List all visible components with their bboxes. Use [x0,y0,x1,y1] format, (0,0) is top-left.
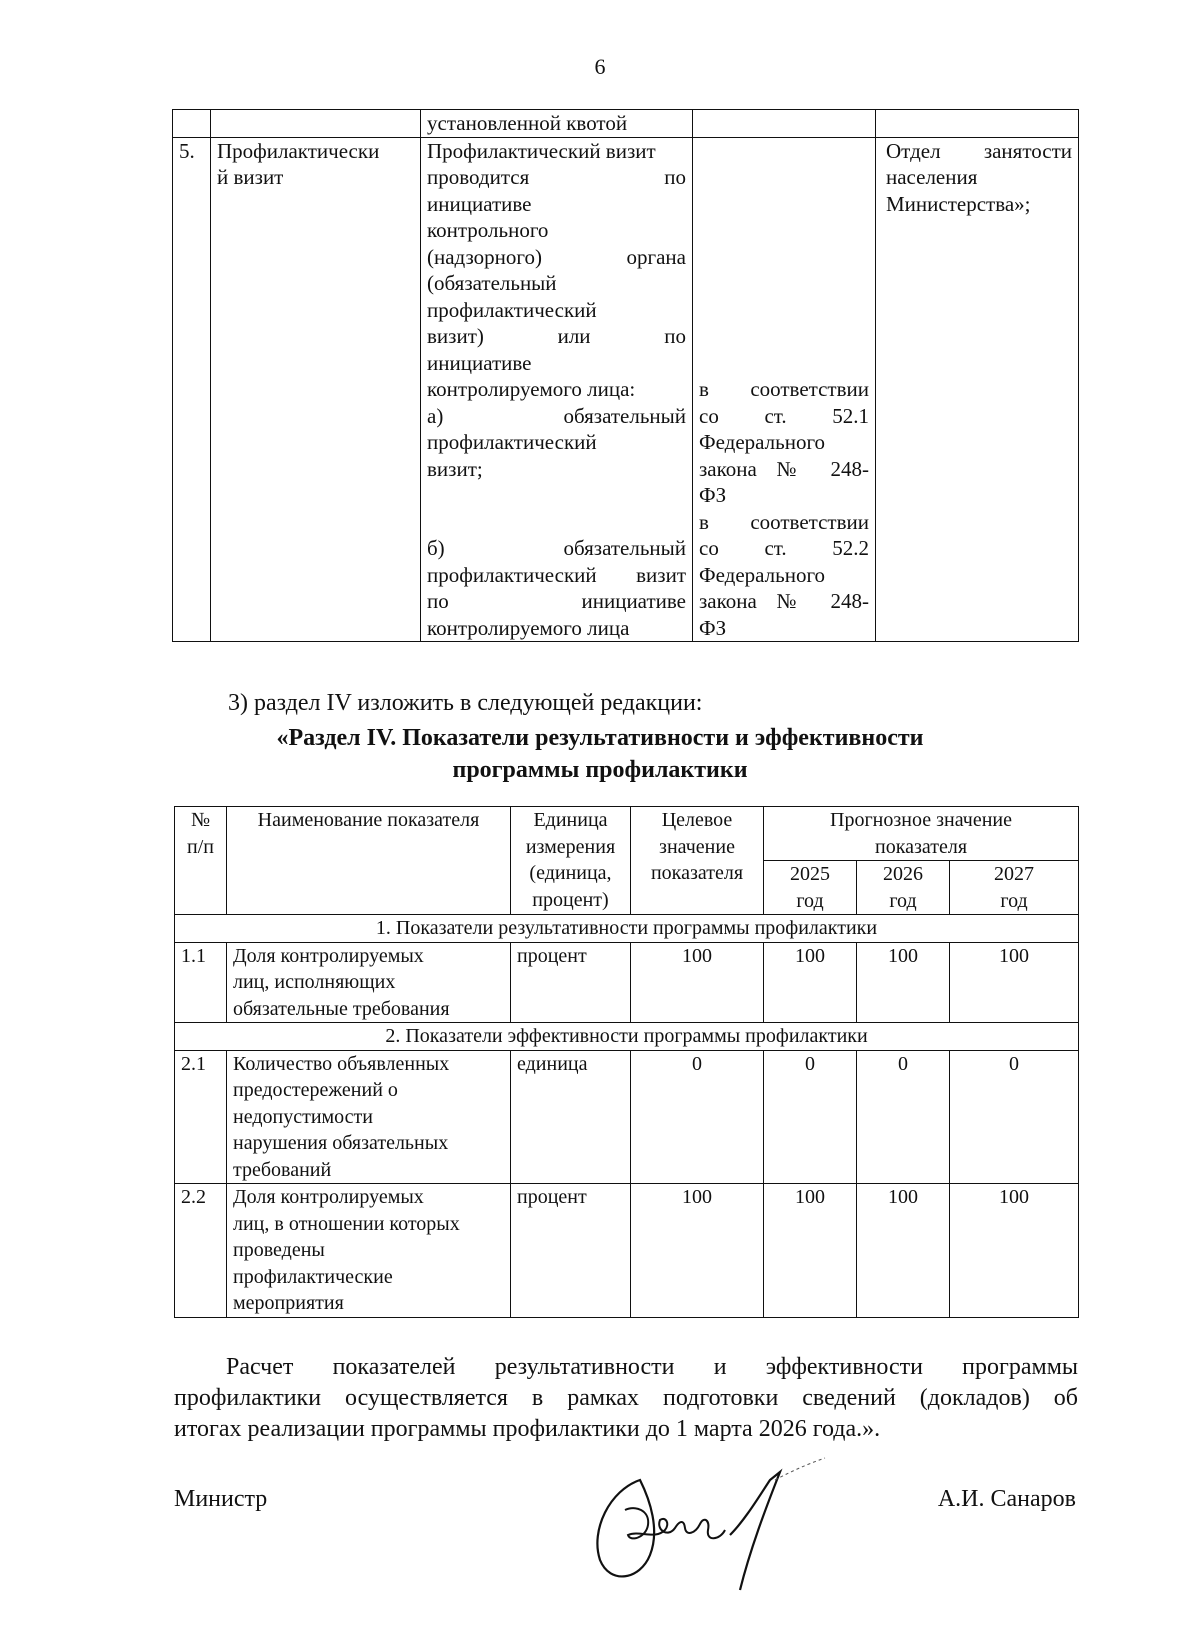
year-2026-cell: 100 [857,942,950,1023]
header-num: № п/п [175,807,227,915]
section-intro: 3) раздел IV изложить в следующей редакции: [228,690,703,716]
group-title: 2. Показатели эффективности программы профилактики [175,1023,1079,1051]
row-number: 1.1 [175,942,227,1023]
measures-table [172,109,1079,642]
year-2027-cell: 0 [950,1050,1079,1184]
row-number: 5. [173,137,211,642]
unit-cell: процент [511,1184,631,1318]
header-year: 2025 год [764,861,857,915]
unit-cell: процент [511,942,631,1023]
table-header-row [175,807,1079,861]
table-row [175,942,1079,1023]
year-2026-cell: 100 [857,1184,950,1318]
responsible-unit: Отдел занятости населения Министерства»; [876,137,1079,642]
measure-name: Профилактически й визит [211,137,421,642]
header-year: 2027 год [950,861,1079,915]
legal-basis: в соответствии со ст. 52.1 Федерального закона № 248- ФЗ в соответствии со ст. 52.2 Федерального закона № 248- ФЗ [693,137,876,642]
row-number: 2.2 [175,1184,227,1318]
header-forecast: Прогнозное значение показателя [764,807,1079,861]
header-year: 2026 год [857,861,950,915]
year-2027-cell: 100 [950,942,1079,1023]
continued-text: установленной квотой [421,110,693,138]
closing-paragraph: Расчет показателей результативности и эффективности программы профилактики осуществляется в рамках подготовки сведений (докладов) об итогах реализации программы профилактики до 1 марта 2026 года.». [174,1354,1078,1442]
signer-name: А.И. Санаров [937,1486,1076,1512]
indicators-table [174,806,1079,1318]
group-row [175,1023,1079,1051]
year-2026-cell: 0 [857,1050,950,1184]
measure-description: Профилактический визит проводится по инициативе контрольного (надзорного) органа (обязательный профилактический визит) или по инициативе контролируемого лица: а) обязательный профилактический визит; б) обязательный профилактический визит по инициативе контролируемого лица [421,137,693,642]
target-cell: 0 [631,1050,764,1184]
header-target: Целевое значение показателя [631,807,764,915]
indicator-name: Количество объявленных предостережений о недопустимости нарушения обязательных требований [227,1050,511,1184]
year-2025-cell: 0 [764,1050,857,1184]
signature-image [580,1450,830,1600]
section-title: «Раздел IV. Показатели результативности и эффективности программы профилактики [276,725,924,783]
unit-cell: единица [511,1050,631,1184]
table-row [173,137,1079,642]
year-2027-cell: 100 [950,1184,1079,1318]
table-row [173,110,1079,138]
group-row [175,915,1079,943]
row-number: 2.1 [175,1050,227,1184]
table-row [175,1184,1079,1318]
header-name: Наименование показателя [227,807,511,915]
target-cell: 100 [631,942,764,1023]
year-2025-cell: 100 [764,1184,857,1318]
signer-position: Министр [174,1486,268,1512]
year-2025-cell: 100 [764,942,857,1023]
header-unit: Единица измерения (единица, процент) [511,807,631,915]
page-number: 6 [594,54,606,79]
indicator-name: Доля контролируемых лиц, в отношении которых проведены профилактические мероприятия [227,1184,511,1318]
table-row [175,1050,1079,1184]
target-cell: 100 [631,1184,764,1318]
group-title: 1. Показатели результативности программы профилактики [175,915,1079,943]
indicator-name: Доля контролируемых лиц, исполняющих обязательные требования [227,942,511,1023]
